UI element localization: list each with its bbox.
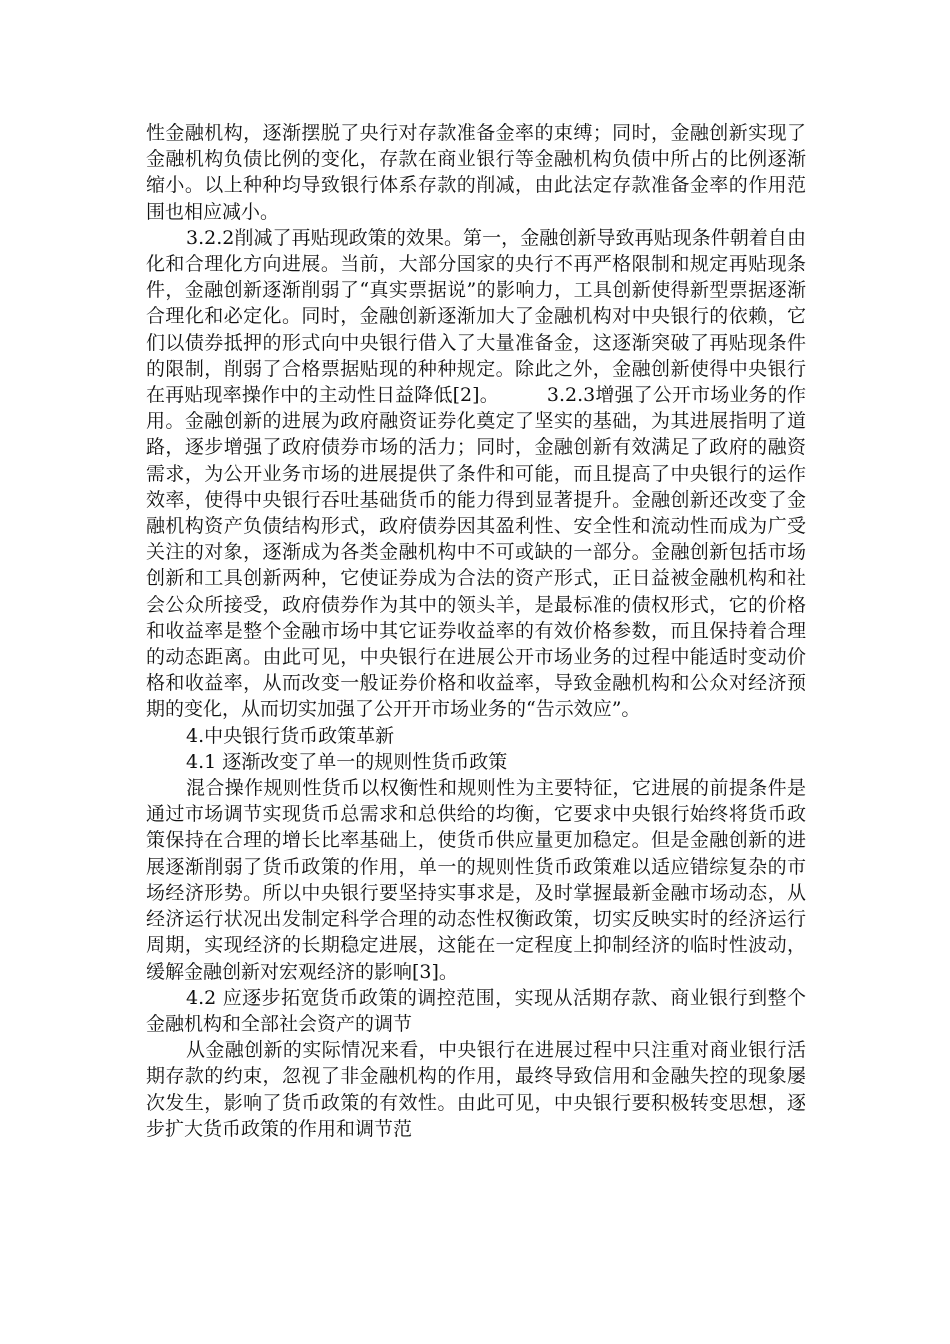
section-heading: 4.中央银行货币政策革新 [186, 724, 395, 747]
subsection-heading: 4.1 逐渐改变了单一的规则性货币政策 [186, 750, 508, 773]
subsection-heading: 4.2 应逐步拓宽货币政策的调控范围，实现从活期存款、商业银行到整个金融机构和全部社会资产的调节 [146, 986, 806, 1035]
body-paragraph: 混合操作规则性货币以权衡性和规则性为主要特征，它进展的前提条件是通过市场调节实现货币总需求和总供给的均衡，它要求中央银行始终将货币政策保持在合理的增长比率基础上，使货币供应量更加稳定。但是金融创新的进展逐渐削弱了货币政策的作用，单一的规则性货币政策难以适应错综复杂的市场经济形势。所以中央银行要坚持实事求是，及时掌握最新金融市场动态，从经济运行状况出发制定科学合理的动态性权衡政策，切实反映实时的经济运行周期，实现经济的长期稳定进展，这能在一定程度上抑制经济的临时性波动，缓解金融创新对宏观经济的影响[3]。 [146, 777, 806, 983]
body-paragraph: 3.2.2削减了再贴现政策的效果。第一，金融创新导致再贴现条件朝着自由化和合理化方向进展。当前，大部分国家的央行不再严格限制和规定再贴现条件，金融创新逐渐削弱了“真实票据说”的影响力，工具创新使得新型票据逐渐合理化和必定化。同时，金融创新逐渐加大了金融机构对中央银行的依赖，它们以债券抵押的形式向中央银行借入了大量准备金，这逐渐突破了再贴现条件的限制，削弱了合格票据贴现的种种规定。除此之外，金融创新使得中央银行在再贴现率操作中的主动性日益降低[2]。 3.2.3增强了公开市场业务的作用。金融创新的进展为政府融资证券化奠定了坚实的基础，为其进展指明了道路，逐步增强了政府债券市场的活力；同时，金融创新有效满足了政府的融资需求，为公开业务市场的进展提供了条件和可能，而且提高了中央银行的运作效率，使得中央银行吞吐基础货币的能力得到显著提升。金融创新还改变了金融机构资产负债结构形式，政府债券因其盈利性、安全性和流动性而成为广受关注的对象，逐渐成为各类金融机构中不可或缺的一部分。金融创新包括市场创新和工具创新两种，它使证券成为合法的资产形式，正日益被金融机构和社会公众所接受，政府债券作为其中的领头羊，是最标准的债权形式，它的价格和收益率是整个金融市场中其它证券收益率的有效价格参数，而且保持着合理的动态距离。由此可见，中央银行在进展公开市场业务的过程中能适时变动价格和收益率，从而改变一般证券价格和收益率，导致金融机构和公众对经济预期的变化，从而切实加强了公开开市场业务的“告示效应”。 [146, 226, 806, 721]
body-paragraph: 从金融创新的实际情况来看，中央银行在进展过程中只注重对商业银行活期存款的约束，忽视了非金融机构的作用，最终导致信用和金融失控的现象屡次发生，影响了货币政策的有效性。由此可见，中央银行要积极转变思想，逐步扩大货币政策的作用和调节范 [146, 1039, 806, 1140]
document-page [146, 120, 806, 1142]
body-paragraph: 性金融机构，逐渐摆脱了央行对存款准备金率的束缚；同时，金融创新实现了金融机构负债比例的变化，存款在商业银行等金融机构负债中所占的比例逐渐缩小。以上种种均导致银行体系存款的削减，由此法定存款准备金率的作用范围也相应减小。 [146, 122, 806, 223]
